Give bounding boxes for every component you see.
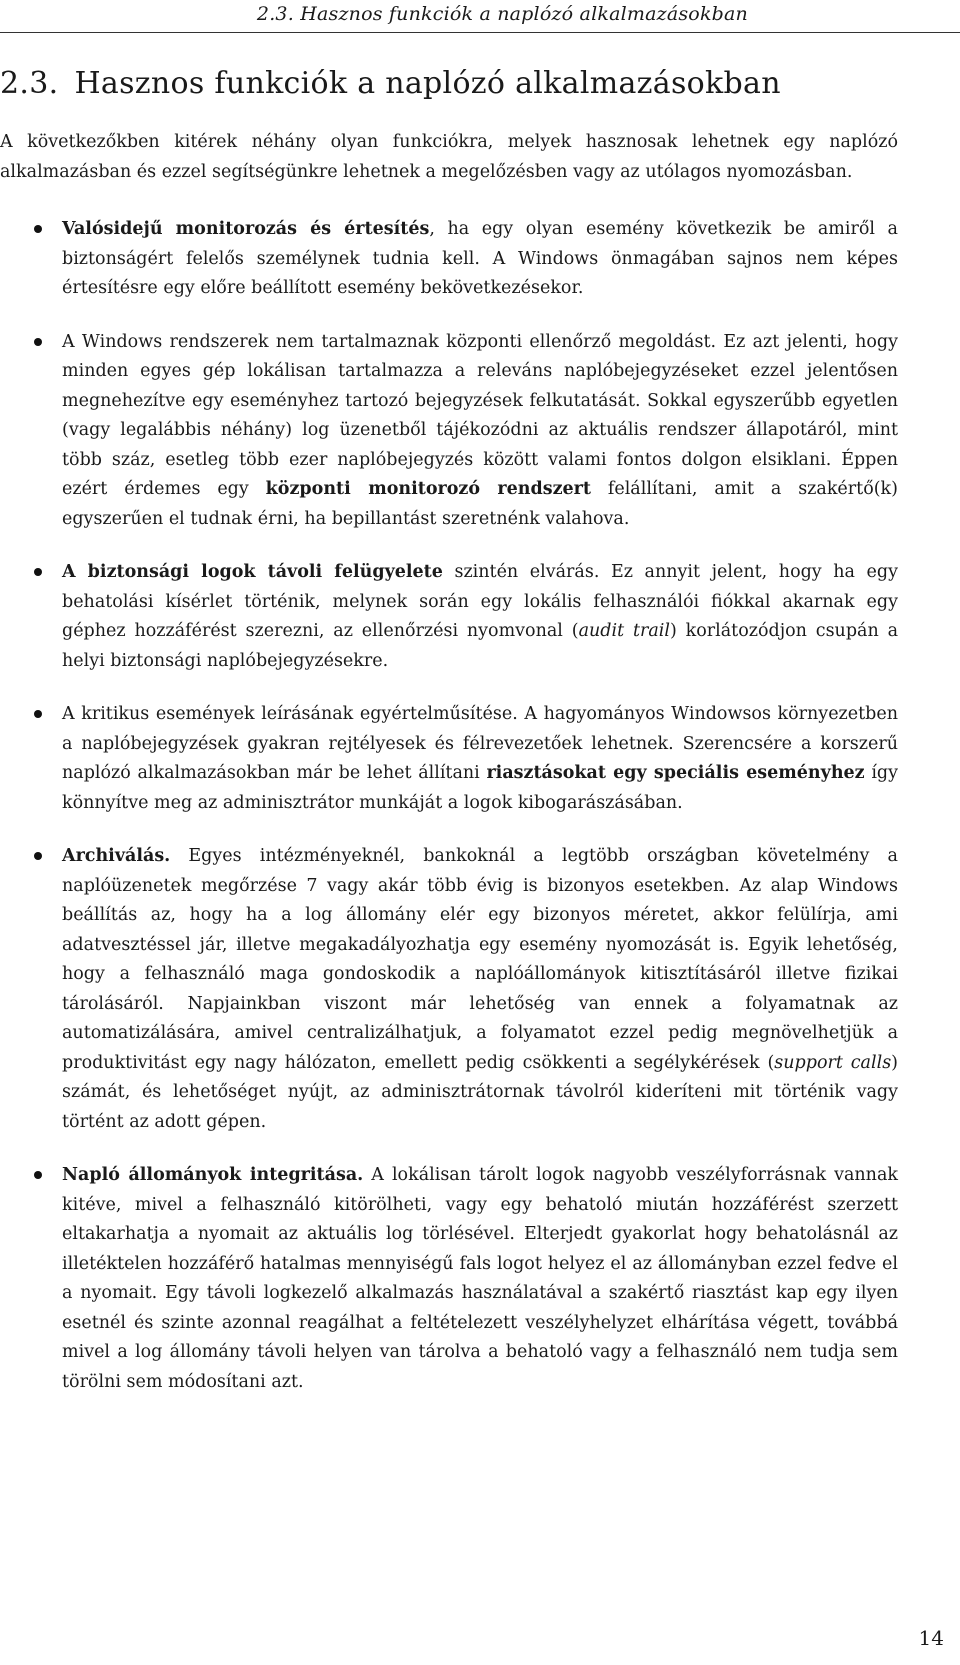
list-item [0,842,898,1137]
item-bold: Napló állományok integritása. [62,1165,364,1185]
intro-paragraph: A következőkben kitérek néhány olyan funkciókra, melyek hasznosak lehetnek egy naplózó alkalmazásban és ezzel segítségünkre lehetnek a megelőzésben vagy az utólagos nyomozásban. [0,132,898,182]
list-item [0,215,898,304]
item-bold: Valósidejű monitorozás és értesítés [62,219,430,239]
section-title-text: Hasznos funkciók a naplózó alkalmazásokban [74,66,781,101]
item-bold: riasztásokat egy speciális eseményhez [486,763,865,783]
item-bold: Archiválás. [62,846,171,866]
bullet-icon [34,338,42,346]
bullet-list [0,215,898,1397]
item-text: így könnyítve meg az adminisztrátor munkáját a logok kibogarászásában. [62,763,899,813]
bullet-icon [34,568,42,576]
page-number: 14 [918,1626,944,1650]
item-text: ) számát, és lehetőséget nyújt, az adminisztrátornak távolról kideríteni mit történik vagy történt az adott gépen. [62,1052,898,1132]
item-text: ) korlátozódjon csupán a helyi biztonsági naplóbejegyzésekre. [62,621,899,671]
header-rule [0,32,960,33]
bullet-icon [34,1171,42,1179]
running-header-text: 2.3. Hasznos funkciók a naplózó alkalmazásokban [256,3,748,25]
list-item [0,328,898,535]
section-body [0,128,898,1421]
item-bold: A biztonsági logok távoli felügyelete [62,562,443,582]
item-text: A kritikus események leírásának egyértelműsítése. A hagyományos Windowsos környezetben a naplóbejegyzések gyakran rejtélyesek és félrevezetőek lehetnek. Szerencsére a korszerű naplózó alkalmazásokban már be lehet állítani [62,704,898,783]
item-text: felállítani, amit a szakértő(k) egyszerűen el tudnak érni, ha bepillantást szeretnénk valahova. [62,479,898,529]
item-text: A Windows rendszerek nem tartalmaznak központi ellenőrző megoldást. Ez azt jelenti, hogy minden egyes gép lokálisan tartalmazza a releváns naplóbejegyzéseket ezzel jelentősen megnehezítve egy eseményhez tartozó bejegyzések felkutatását. Sokkal egyszerűbb egyetlen (vagy legalábbis néhány) log üzenetből tájékozódni az aktuális rendszer állapotáról, mint több száz, esetleg több ezer naplóbejegyzés között valami fontos dolgon elsiklani. Éppen ezért érdemes egy [62,331,898,499]
item-italic: support calls [774,1052,892,1073]
section-title [0,66,781,101]
list-item [0,1161,898,1397]
section-number: 2.3. [0,66,59,101]
bullet-icon [34,852,42,860]
running-header [0,0,960,30]
item-bold: központi monitorozó rendszert [265,479,591,499]
bullet-icon [34,710,42,718]
list-item [0,558,898,676]
list-item [0,700,898,818]
item-text: A lokálisan tárolt logok nagyobb veszélyforrásnak vannak kitéve, mivel a felhasználó kitörölheti, vagy egy behatoló miután hozzáférést szerzett eltakarhatja a nyomait az aktuális log törlésével. Elterjedt gyakorlat hogy behatolásnál az illetéktelen hozzáférő hatalmas mennyiségű fals logot helyez el az állományban ezzel fedve el a nyomait. Egy távoli logkezelő alkalmazás használatával a szakértő riasztást kap egy ilyen esetnél és szinte azonnal reagálhat a feltételezett veszélyhelyzet elhárítása végett, továbbá mivel a log állomány távoli helyen van tárolva a behatoló vagy a felhasználó nem tudja sem törölni sem módosítani azt. [62,1165,898,1392]
item-text: Egyes intézményeknél, bankoknál a legtöbb országban követelmény a naplóüzenetek megőrzése 7 vagy akár több évig is bizonyos esetekben. Az alap Windows beállítás az, hogy ha a log állomány elér egy bizonyos méretet, akkor felülírja, ami adatvesztéssel jár, illetve megakadályozhatja egy esemény nyomozását is. Egyik lehetőség, hogy a felhasználó maga gondoskodik a naplóállományok kitisztításáról illetve fizikai tárolásáról. Napjainkban viszont már lehetőség van ennek a folyamatnak az automatizálására, amivel centralizálhatjuk, a folyamatot ezzel pedig megnövelhetjük a produktivitást egy nagy hálózaton, emellett pedig csökkenti a segélykérések ( [62,846,898,1073]
bullet-icon [34,225,42,233]
item-text: , ha egy olyan esemény következik be amiről a biztonságért felelős személynek tudnia kell. A Windows önmagában sajnos nem képes értesítésre egy előre beállított esemény bekövetkezésekor. [62,219,898,298]
item-text: szintén elvárás. Ez annyit jelent, hogy ha egy behatolási kísérlet történik, melynek során egy lokális felhasználói fiókkal akarnak egy géphez hozzáférést szerezni, az ellenőrzési nyomvonal ( [62,562,899,641]
item-italic: audit trail [578,621,670,641]
